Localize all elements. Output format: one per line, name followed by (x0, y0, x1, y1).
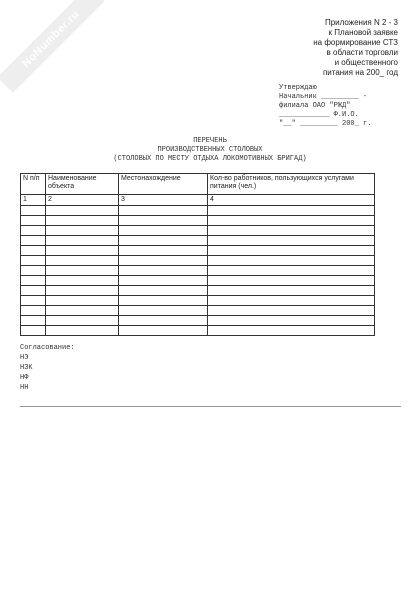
heading-title: ПЕРЕЧЕНЬ (193, 137, 227, 145)
table-cell (119, 286, 208, 296)
table-row (21, 306, 375, 316)
table-cell (46, 246, 119, 256)
table-cell (208, 236, 375, 246)
appendix-line: и общественного (334, 58, 398, 67)
table-cell (119, 206, 208, 216)
column-header-location: Местонахождение (119, 174, 208, 195)
column-number-row (21, 195, 375, 206)
table-cell (21, 296, 46, 306)
table-cell (119, 276, 208, 286)
table-cell: 1 (21, 195, 46, 206)
agreement-item: НЗК (20, 364, 33, 372)
approval-line: ____________ Ф.И.О. (279, 111, 359, 119)
appendix-line: к Плановой заявке (328, 28, 398, 37)
table-cell (119, 256, 208, 266)
appendix-line: Приложения N 2 - 3 (324, 18, 398, 27)
appendix-line: на формирование СТЗ (313, 38, 398, 47)
table-cell (208, 246, 375, 256)
approval-line: Утверждаю (279, 84, 317, 92)
table-row (21, 276, 375, 286)
table-cell (119, 306, 208, 316)
agreement-label: Согласование: (20, 344, 75, 352)
approval-line: филиала ОАО "РЖД" (279, 102, 351, 110)
table-cell (119, 216, 208, 226)
table-cell (46, 296, 119, 306)
table-cell (46, 236, 119, 246)
table-cell (21, 236, 46, 246)
agreement-block (20, 343, 75, 393)
table-row (21, 246, 375, 256)
table-row (21, 296, 375, 306)
table-cell (21, 256, 46, 266)
appendix-line: в области торговли (326, 48, 398, 57)
table-cell (119, 266, 208, 276)
table-cell (46, 286, 119, 296)
table-cell (21, 246, 46, 256)
table-cell (208, 206, 375, 216)
table-row (21, 326, 375, 336)
column-header-object: Наименование объекта (46, 174, 119, 195)
table-row (21, 216, 375, 226)
table-row (21, 206, 375, 216)
table-cell (208, 286, 375, 296)
approval-line: Начальник _________ - (279, 93, 368, 101)
table-row (21, 226, 375, 236)
table-cell (208, 316, 375, 326)
document-heading (20, 137, 400, 164)
table-cell (119, 246, 208, 256)
table-cell: 3 (119, 195, 208, 206)
table-cell (21, 326, 46, 336)
table-row (21, 236, 375, 246)
table-cell (208, 306, 375, 316)
table-cell: 2 (46, 195, 119, 206)
table-cell (21, 206, 46, 216)
table-row (21, 266, 375, 276)
table-cell (21, 216, 46, 226)
table-cell (46, 216, 119, 226)
table-cell (21, 266, 46, 276)
watermark-text: NoNumber.ru (20, 8, 82, 70)
table-cell (46, 226, 119, 236)
bottom-divider (20, 406, 401, 407)
table-cell (119, 226, 208, 236)
table-cell (119, 296, 208, 306)
table-cell (21, 276, 46, 286)
table-row (21, 286, 375, 296)
table-cell (21, 226, 46, 236)
table-cell (208, 216, 375, 226)
table-cell (119, 316, 208, 326)
appendix-note (248, 18, 398, 78)
table-cell (46, 266, 119, 276)
canteen-table (20, 173, 375, 336)
table-row (21, 256, 375, 266)
table-cell (21, 306, 46, 316)
table-cell (46, 276, 119, 286)
table-cell (208, 296, 375, 306)
table-header-row (21, 174, 375, 195)
table-cell (46, 256, 119, 266)
heading-subtitle-note: (СТОЛОВЫХ ПО МЕСТУ ОТДЫХА ЛОКОМОТИВНЫХ БРИГАД) (113, 155, 307, 163)
table-cell (46, 206, 119, 216)
appendix-line: питания на 200_ год (322, 68, 398, 77)
table-cell (21, 286, 46, 296)
column-header-workers: Кол-во работников, пользующихся услугами питания (чел.) (208, 174, 375, 195)
heading-subtitle: ПРОИЗВОДСТВЕННЫХ СТОЛОВЫХ (157, 146, 263, 154)
approval-line: "__" _________ 200_ г. (279, 120, 372, 128)
table-row (21, 316, 375, 326)
table-cell (21, 316, 46, 326)
table-cell (46, 326, 119, 336)
table-cell (119, 236, 208, 246)
watermark-ribbon (0, 0, 105, 93)
table-cell (208, 326, 375, 336)
table-cell (208, 256, 375, 266)
table-body (21, 195, 375, 336)
table-cell (208, 276, 375, 286)
approval-block (279, 84, 409, 129)
agreement-item: НН (20, 384, 29, 392)
table-cell (208, 226, 375, 236)
table-cell (119, 326, 208, 336)
agreement-item: НФ (20, 374, 29, 382)
table-cell: 4 (208, 195, 375, 206)
agreement-item: НЭ (20, 354, 29, 362)
table-cell (46, 306, 119, 316)
table-cell (208, 266, 375, 276)
table-cell (46, 316, 119, 326)
column-header-number: N п/п (21, 174, 46, 195)
